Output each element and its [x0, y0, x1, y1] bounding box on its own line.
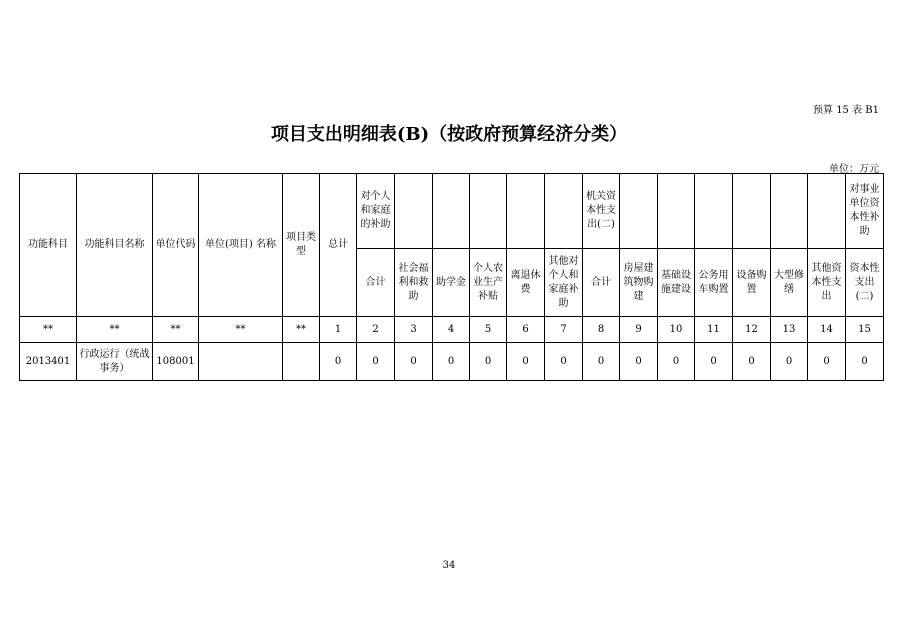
- index-row: [20, 317, 884, 343]
- expenditure-table: [19, 173, 884, 381]
- header-infrastructure: 基础设施建设: [658, 249, 695, 317]
- header-other-family-subsidy: 其他对个人和家庭补助: [545, 249, 583, 317]
- cell-value: 0: [507, 343, 545, 381]
- header-blank: [771, 174, 808, 249]
- cell-project-type: [283, 343, 320, 381]
- cell-value: 0: [395, 343, 433, 381]
- cell-func-name: 行政运行（统战事务）: [77, 343, 153, 381]
- header-blank: [695, 174, 733, 249]
- header-row-1: [20, 174, 884, 249]
- header-func-code: 功能科目: [20, 174, 77, 317]
- cell-value: 0: [658, 343, 695, 381]
- header-equipment: 设备购置: [733, 249, 771, 317]
- cell-value: 0: [846, 343, 884, 381]
- page-number: 34: [442, 560, 456, 571]
- header-blank: [507, 174, 545, 249]
- header-project-type: 项目类型: [283, 174, 320, 317]
- unit-label: 单位：万元: [829, 164, 879, 175]
- cell-value: 0: [470, 343, 507, 381]
- index-cell: 1: [320, 317, 357, 343]
- cell-value: 0: [320, 343, 357, 381]
- cell-value: 0: [583, 343, 620, 381]
- header-group-institution-subsidy: 对事业单位资本性补助: [846, 174, 884, 249]
- header-blank: [470, 174, 507, 249]
- cell-unit-name: [199, 343, 283, 381]
- index-cell: **: [77, 317, 153, 343]
- header-stipend: 助学金: [433, 249, 470, 317]
- cell-value: 0: [433, 343, 470, 381]
- header-vehicle: 公务用车购置: [695, 249, 733, 317]
- form-code: 预算 15 表 B1: [813, 105, 879, 116]
- header-social-welfare: 社会福利和救助: [395, 249, 433, 317]
- cell-func-code: 2013401: [20, 343, 77, 381]
- header-blank: [395, 174, 433, 249]
- header-blank: [808, 174, 846, 249]
- index-cell: 12: [733, 317, 771, 343]
- index-cell: 9: [620, 317, 658, 343]
- index-cell: 10: [658, 317, 695, 343]
- header-group-family-subsidy: 对个人和家庭的补助: [357, 174, 395, 249]
- header-sub-total-1: 合计: [357, 249, 395, 317]
- index-cell: 5: [470, 317, 507, 343]
- cell-value: 0: [357, 343, 395, 381]
- cell-value: 0: [733, 343, 771, 381]
- header-blank: [733, 174, 771, 249]
- index-cell: **: [20, 317, 77, 343]
- header-blank: [620, 174, 658, 249]
- header-blank: [433, 174, 470, 249]
- header-func-name: 功能科目名称: [77, 174, 153, 317]
- table-row: [20, 343, 884, 381]
- header-unit-name: 单位(项目) 名称: [199, 174, 283, 317]
- cell-value: 0: [771, 343, 808, 381]
- index-cell: 14: [808, 317, 846, 343]
- page-title: 项目支出明细表(B)（按政府预算经济分类）: [270, 124, 628, 145]
- cell-value: 0: [545, 343, 583, 381]
- index-cell: 13: [771, 317, 808, 343]
- header-total: 总计: [320, 174, 357, 317]
- cell-unit-code: 108001: [153, 343, 199, 381]
- index-cell: **: [283, 317, 320, 343]
- header-agri-subsidy: 个人农业生产补贴: [470, 249, 507, 317]
- cell-value: 0: [620, 343, 658, 381]
- header-retirement: 离退休费: [507, 249, 545, 317]
- header-building: 房屋建筑物购建: [620, 249, 658, 317]
- index-cell: 11: [695, 317, 733, 343]
- index-cell: **: [153, 317, 199, 343]
- index-cell: 3: [395, 317, 433, 343]
- index-cell: 4: [433, 317, 470, 343]
- header-other-capital: 其他资本性支出: [808, 249, 846, 317]
- header-blank: [545, 174, 583, 249]
- header-blank: [658, 174, 695, 249]
- index-cell: 2: [357, 317, 395, 343]
- cell-value: 0: [695, 343, 733, 381]
- header-repair: 大型修缮: [771, 249, 808, 317]
- cell-value: 0: [808, 343, 846, 381]
- index-cell: 7: [545, 317, 583, 343]
- index-cell: 15: [846, 317, 884, 343]
- index-cell: 6: [507, 317, 545, 343]
- index-cell: 8: [583, 317, 620, 343]
- header-capital-2: 资本性支出(二): [846, 249, 884, 317]
- header-sub-total-2: 合计: [583, 249, 620, 317]
- index-cell: **: [199, 317, 283, 343]
- header-group-capital-expenditure: 机关资本性支出(二): [583, 174, 620, 249]
- header-unit-code: 单位代码: [153, 174, 199, 317]
